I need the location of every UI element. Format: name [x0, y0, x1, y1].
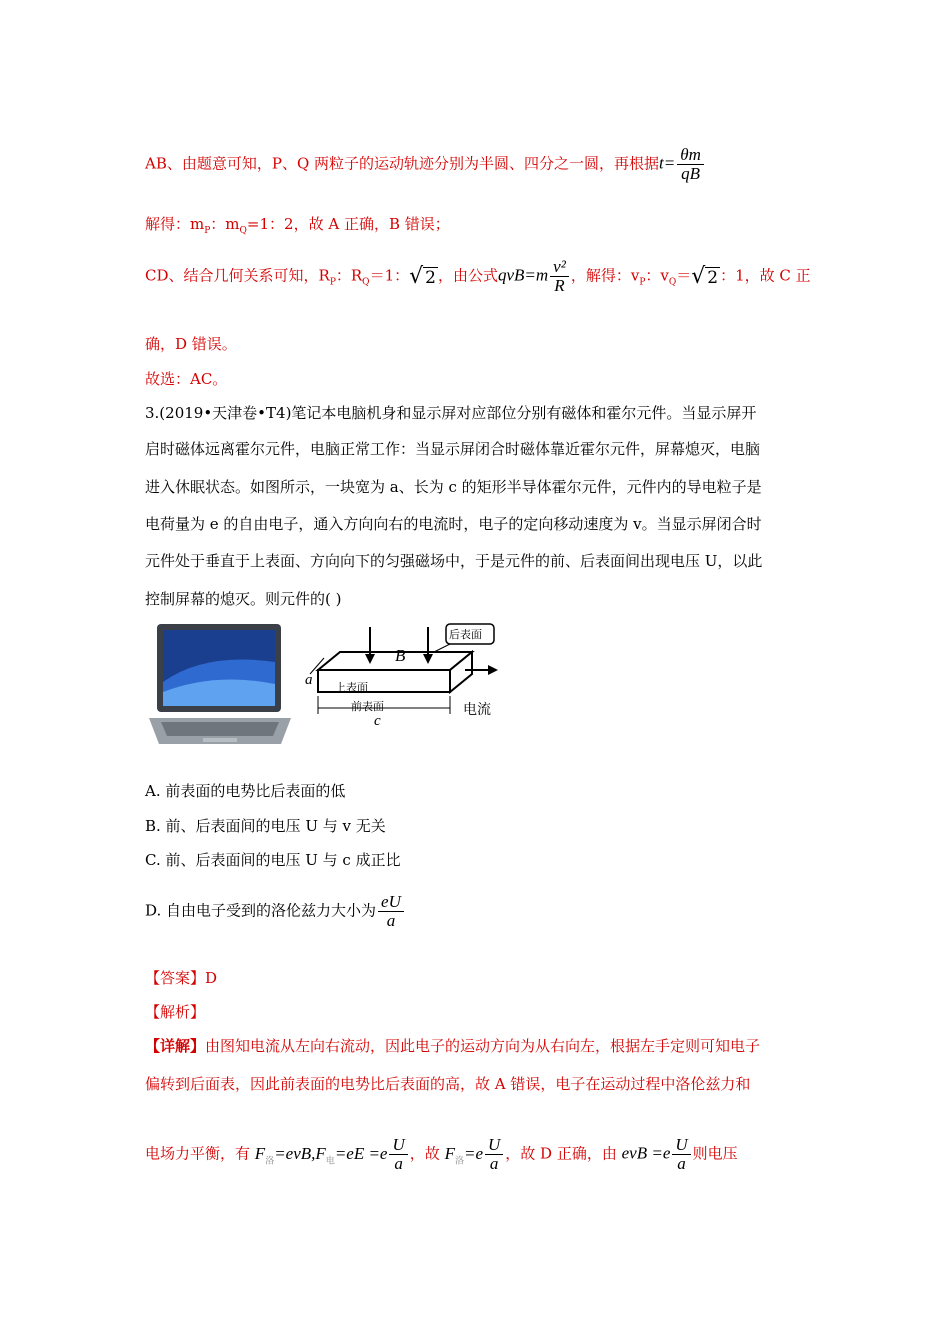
equation-lhs: t= — [659, 153, 676, 173]
question-line-4: 电荷量为 e 的自由电子，通入方向向右的电流时，电子的定向移动速度为 v。当显示屏闭合时 — [145, 515, 762, 533]
label-c: c — [374, 713, 381, 729]
option-c: C. 前、后表面间的电压 U 与 c 成正比 — [145, 851, 401, 869]
fraction-v2-over-r: $\frac{\text{v²}}{R}$ — [550, 258, 569, 295]
question-line-1: 3.(2019•天津卷•T4)笔记本电脑机身和显示屏对应部位分别有磁体和霍尔元件。当显示屏开 — [145, 404, 757, 422]
fraction-theta-m-over-qb: $\frac{\theta m}{qB}$ — [677, 146, 704, 183]
answer-heading: 【答案】D — [145, 969, 218, 987]
label-a: a — [305, 672, 313, 688]
solution-line-3: CD、结合几何关系可知，$R_P$：$R_Q=1$：√ 2 ，由公式qvB=m $\frac{\text{v²}}{R}$ ，解得：$v_P$：$v_Q=√$ 2 ：1，故 C 正 — [145, 257, 811, 295]
option-b: B. 前、后表面间的电压 U 与 v 无关 — [145, 817, 386, 835]
question-line-3: 进入休眠状态。如图所示，一块宽为 a、长为 c 的矩形半导体霍尔元件，元件内的导电粒子是 — [145, 478, 762, 496]
solution-line-1 — [145, 146, 706, 183]
solution-text: AB、由题意可知，P、Q 两粒子的运动轨迹分别为半圆、四分之一圆，再根据 — [145, 154, 660, 173]
sqrt-two: √ 2 — [691, 264, 719, 289]
label-back-surface: 后表面 — [449, 628, 482, 641]
question-line-2: 启时磁体远离霍尔元件，电脑正常工作：当显示屏闭合时磁体靠近霍尔元件，屏幕熄灭，电脑 — [145, 440, 761, 458]
fraction-eu-over-a: $\frac{eU}{a}$ — [378, 893, 404, 930]
detail-line-1: 【详解】由图知电流从左向右流动，因此电子的运动方向为从右向左，根据左手定则可知电子 — [145, 1037, 761, 1055]
question-line-6: 控制屏幕的熄灭。则元件的( ) — [145, 590, 342, 608]
analysis-heading: 【解析】 — [145, 1003, 206, 1021]
fraction-u-over-a: $\frac{U}{a}$ — [485, 1136, 503, 1173]
label-top-surface: 上表面 — [335, 681, 368, 694]
option-a: A. 前表面的电势比后表面的低 — [145, 782, 346, 800]
sqrt-two: √ 2 — [409, 264, 436, 289]
detail-line-2: 偏转到后面表，因此前表面的电势比后表面的高，故 A 错误，电子在运动过程中洛伦兹力和 — [145, 1075, 751, 1093]
solution-line-2: 解得：$m_P$：$m_Q=1$：2，故 A 正确，B 错误； — [145, 215, 450, 236]
solution-choice: 故选：AC。 — [145, 370, 228, 388]
label-front-surface: 前表面 — [351, 700, 384, 713]
option-d: D. 自由电子受到的洛伦兹力大小为 $\frac{eU}{a}$ — [145, 893, 406, 930]
label-b: B — [395, 646, 406, 665]
hall-element-figure — [145, 622, 505, 750]
label-current: 电流 — [463, 702, 491, 718]
fraction-u-over-a: $\frac{U}{a}$ — [389, 1136, 407, 1173]
solution-line-4: 确，D 错误。 — [145, 335, 237, 353]
fraction-u-over-a: $\frac{U}{a}$ — [672, 1136, 690, 1173]
question-line-5: 元件处于垂直于上表面、方向向下的匀强磁场中，于是元件的前、后表面间出现电压 U，以此 — [145, 552, 763, 570]
laptop-image — [145, 622, 295, 748]
detail-line-3: 电场力平衡，有 $F_洛=evB,F_电=eE =e$ $\frac{U}{a}$ ，故 $F_洛=e$ $\frac{U}{a}$ ，故 D 正确，由 evB =e $\frac{U}{a}$ 则电压 — [145, 1135, 738, 1173]
